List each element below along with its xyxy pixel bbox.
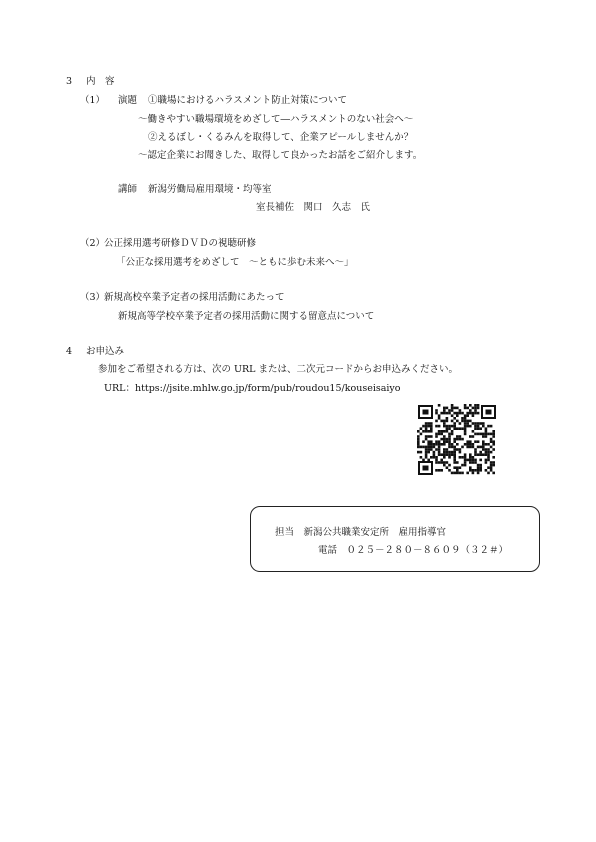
lecturer-name: 室長補佐 関口 久志 氏 [256,202,371,213]
item1-topic1: ①職場におけるハラスメント防止対策について [148,95,348,106]
contact-box [250,506,540,572]
item2-detail: 「公正な採用選考をめざして ～ともに歩む未来へ～」 [116,257,354,268]
item1-topic2-subtitle: ～認定企業にお聞きした、取得して良かったお話をご紹介します。 [138,150,423,161]
item2-title: 公正採用選考研修ＤＶＤの視聴研修 [104,238,257,249]
item3-number: （3） [80,292,106,303]
section3-heading: 内 容 [86,76,115,87]
lecturer-label: 講師 [118,184,138,195]
contact-person: 担当 新潟公共職業安定所 雇用指導官 [275,527,447,538]
section3-number: 3 [66,76,73,87]
contact-phone: 電話 ０２５－２８０－８６０９（３２＃） [318,545,509,556]
section4-number: 4 [66,346,73,357]
item1-label: 演題 [118,95,138,106]
application-url[interactable]: URL：https://jsite.mhlw.go.jp/form/pub/roudou15/kouseisaiyo [104,383,401,394]
item3-detail: 新規高等学校卒業予定者の採用活動に関する留意点について [118,311,375,322]
item1-number: （1） [80,95,106,106]
item1-topic2: ②えるぼし・くるみんを取得して、企業アピールしませんか？ [148,132,414,143]
lecturer-organization: 新潟労働局雇用環境・均等室 [148,184,272,195]
item2-number: （2） [80,238,106,249]
item1-topic1-subtitle: ～働きやすい職場環境をめざして―ハラスメントのない社会へ～ [138,114,414,125]
item3-title: 新規高校卒業予定者の採用活動にあたって [104,292,285,303]
qr-code[interactable] [417,404,497,476]
section4-heading: お申込み [86,346,125,357]
application-instruction: 参加をご希望される方は、次の URL または、二次元コードからお申込みください。 [98,364,459,375]
